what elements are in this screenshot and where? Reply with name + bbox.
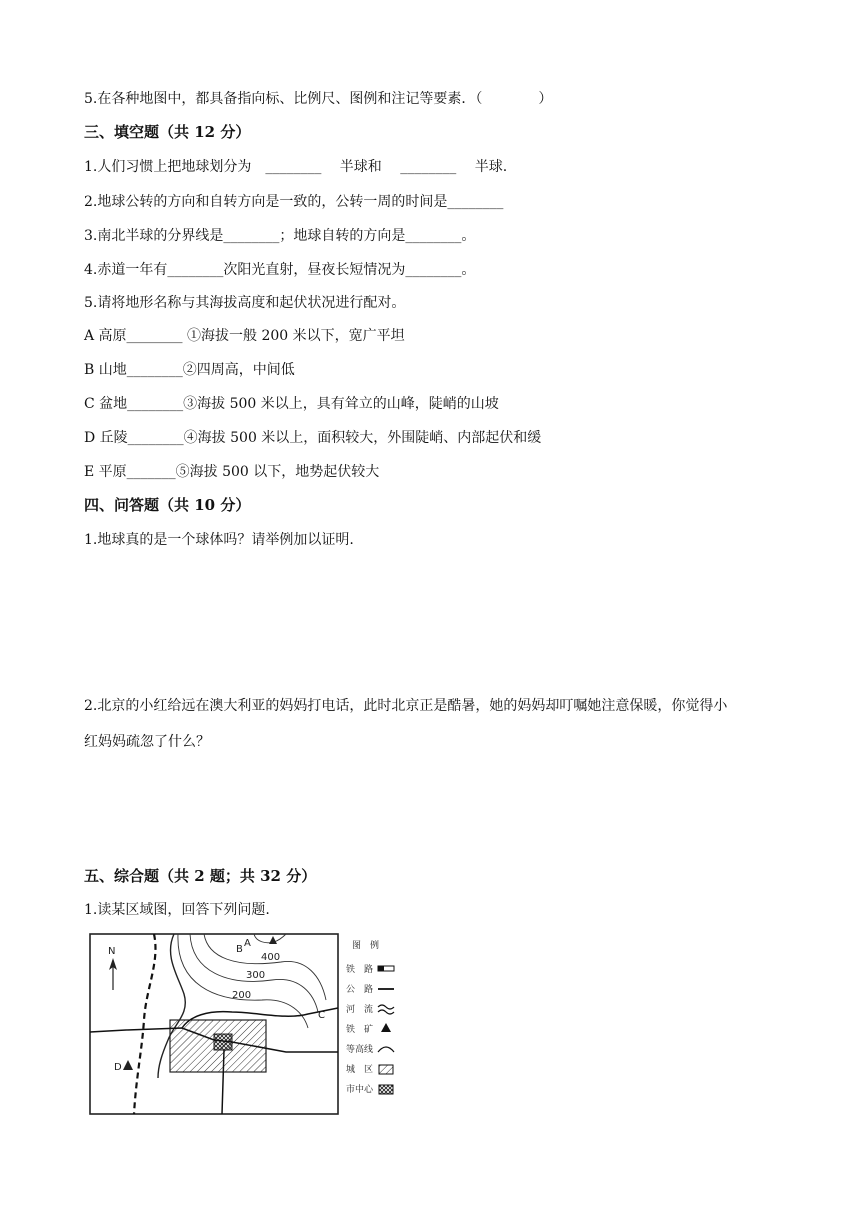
question-text: 4.赤道一年有________次阳光直射，昼夜长短情况为________。 [84,262,476,278]
matching-item: A 高原________ ①海拔一般 200 米以下，宽广平坦 [84,328,405,344]
point-b-label: B [236,944,243,955]
map-legend [346,939,394,1095]
point-a-label: A [244,938,251,949]
contour-label: 200 [232,990,252,1001]
legend-label: 铁 路 [346,965,374,975]
contour-label: 300 [246,970,266,981]
matching-item: E 平原_______⑤海拔 500 以下，地势起伏较大 [84,464,380,480]
question-text: 5.在各种地图中，都具备指向标、比例尺、图例和注记等要素．（ ） [84,91,553,107]
question-text: 3.南北半球的分界线是________；地球自转的方向是________。 [84,228,476,244]
legend-label: 公 路 [346,985,374,995]
matching-item: B 山地________②四周高，中间低 [84,362,295,378]
legend-title: 图 例 [352,941,380,951]
matching-item: C 盆地________③海拔 500 米以上，具有耸立的山峰，陡峭的山坡 [84,396,499,412]
river-legend-icon [378,1005,394,1014]
question-text: 1.人们习惯上把地球划分为 ________ 半球和 ________ 半球. [84,159,508,175]
legend-label: 市中心 [346,1085,374,1095]
question-text: 2.地球公转的方向和自转方向是一致的，公转一周的时间是________ [84,194,504,210]
city-area-legend-icon [379,1065,393,1074]
question-text: 1.读某区域图，回答下列问题. [84,902,270,918]
section-heading-comprehensive: 五、综合题（共 2 题；共 32 分） [84,867,317,885]
question-text: 2.北京的小红给远在澳大利亚的妈妈打电话，此时北京正是酷暑，她的妈妈却叮嘱她注意保暖，你觉得小 [84,698,728,714]
legend-label: 城 区 [346,1065,374,1075]
section-heading-qa: 四、问答题（共 10 分） [84,496,251,514]
point-d-label: D [114,1062,122,1073]
north-label: N [108,946,116,957]
north-arrow-icon [108,946,117,990]
legend-label: 河 流 [346,1005,374,1015]
point-c-label: C [318,1010,325,1021]
city-center-legend-icon [379,1085,393,1094]
iron-mine-legend-icon [381,1023,391,1032]
iron-mine-marker-d [123,1060,133,1070]
railway [134,934,155,1114]
question-text: 1.地球真的是一个球体吗？请举例加以证明. [84,532,354,548]
matching-item: D 丘陵________④海拔 500 米以上，面积较大，外围陡峭、内部起伏和缓 [84,430,542,446]
iron-mine-marker-a [269,936,277,944]
contour-legend-icon [378,1047,394,1052]
question-text: 红妈妈疏忽了什么？ [84,734,210,750]
legend-label: 铁 矿 [346,1025,374,1035]
section-heading-fill-blank: 三、填空题（共 12 分） [84,123,251,141]
question-text: 5.请将地形名称与其海拔高度和起伏状况进行配对。 [84,295,406,311]
contour-label: 400 [261,952,281,963]
legend-label: 等高线 [346,1045,374,1055]
region-map [86,928,398,1120]
